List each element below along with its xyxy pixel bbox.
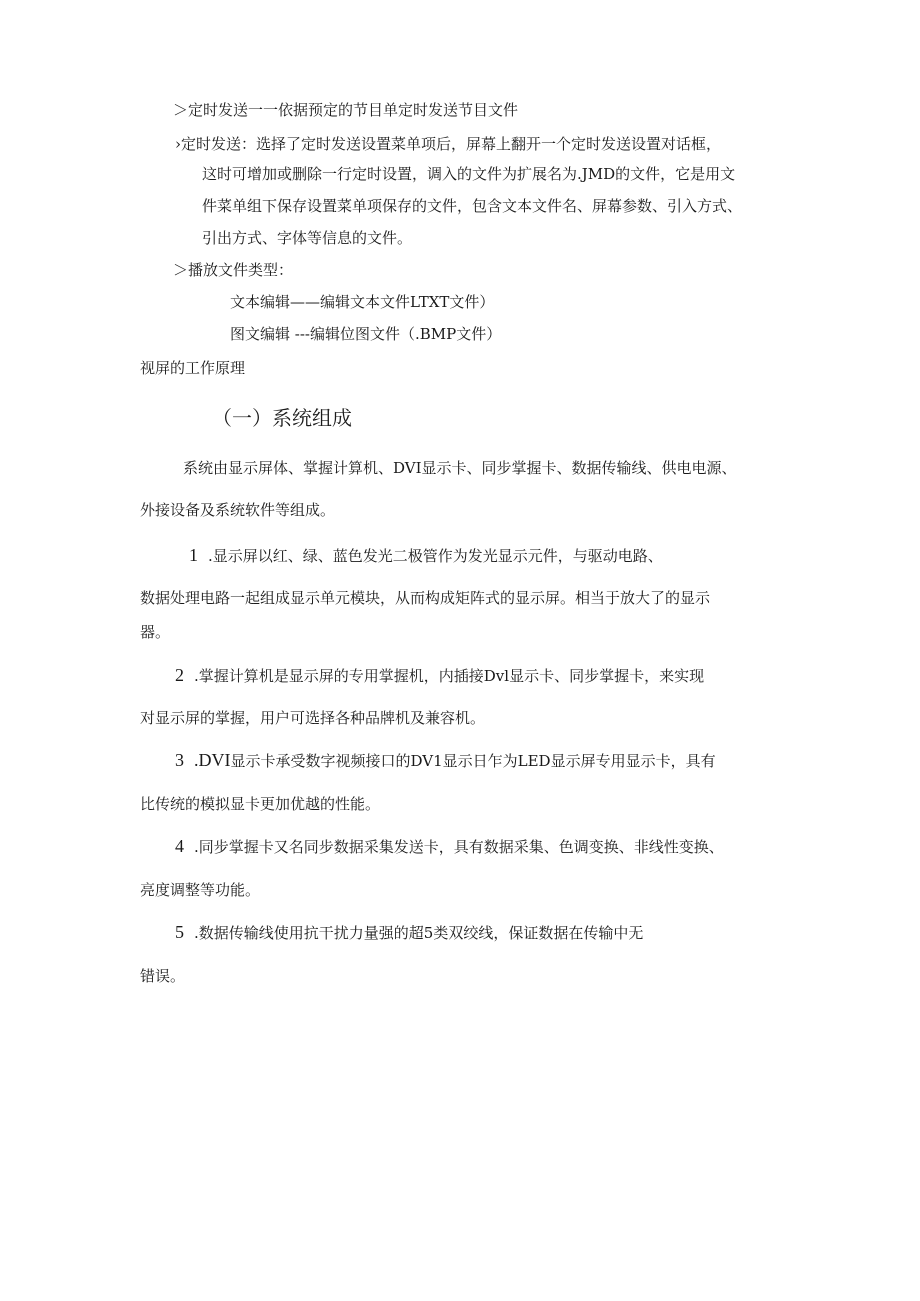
bullet-scheduled-send-detail-line2: 这时可增加或删除一行定时设置，调入的文件为扩展名为.JMD的文件，它是用文 [202,165,736,183]
item-4-number: 4 [175,836,184,856]
file-type-image-edit: 图文编辑 ---编辑位图文件（.BMP文件） [230,325,502,343]
item-3-lead: .DVI [194,750,231,770]
bullet-scheduled-send: ＞定时发送一一依据预定的节目单定时发送节目文件 [173,101,519,119]
intro-line1: 系统由显示屏体、掌握计算机、DVI显示卡、同步掌握卡、数据传输线、供电电源、 [183,459,737,477]
bullet-scheduled-send-detail-line1: ›定时发送：选择了定时发送设置菜单项后，屏幕上翻开一个定时发送设置对话框， [175,135,722,153]
item-5-number: 5 [175,922,184,942]
item-2-text: .掌握计算机是显示屏的专用掌握机，内插接Dvl显示卡、同步掌握卡，来实现 [194,667,705,685]
item-1-line1 [189,545,663,566]
item-4-line2: 亮度调整等功能。 [140,881,261,899]
item-1-text: .显示屏以红、绿、蓝色发光二极管作为发光显示元件，与驱动电路、 [208,547,663,565]
item-2-line2: 对显示屏的掌握，用户可选择各种品牌机及兼容机。 [140,709,486,727]
item-3-text: 显示卡承受数字视频接口的DV1显示日乍为LED显示屏专用显示卡，具有 [230,752,716,770]
item-1-line3: 器。 [140,623,171,641]
item-1-number: 1 [189,545,198,565]
file-type-text-edit: 文本编辑——编辑文本文件LTXT文件） [230,293,495,311]
item-5-line2: 错误。 [140,967,186,985]
bullet-scheduled-send-detail-line4: 引出方式、字体等信息的文件。 [202,229,413,247]
subsection-title: （一）系统组成 [212,406,352,430]
bullet-file-types: ＞播放文件类型： [173,261,294,279]
item-3-number: 3 [175,750,184,770]
item-5-line1 [175,922,643,943]
item-2-line1 [175,665,704,686]
item-3-line1 [175,750,716,771]
item-3-line2: 比传统的模拟显卡更加优越的性能。 [140,795,381,813]
item-5-text: .数据传输线使用抗干扰力量强的超5类双绞线，保证数据在传输中无 [194,924,644,942]
item-2-number: 2 [175,665,184,685]
section-title: 视屏的工作原理 [140,359,246,377]
item-4-line1 [175,836,724,857]
intro-line2: 外接设备及系统软件等组成。 [140,501,336,519]
item-1-line2: 数据处理电路一起组成显示单元模块，从而构成矩阵式的显示屏。相当于放大了的显示 [140,589,711,607]
bullet-scheduled-send-detail-line3: 件菜单组下保存设置菜单项保存的文件，包含文本文件名、屏幕参数、引入方式、 [202,197,743,215]
item-4-text: .同步掌握卡又名同步数据采集发送卡，具有数据采集、色调变换、非线性变换、 [194,838,724,856]
